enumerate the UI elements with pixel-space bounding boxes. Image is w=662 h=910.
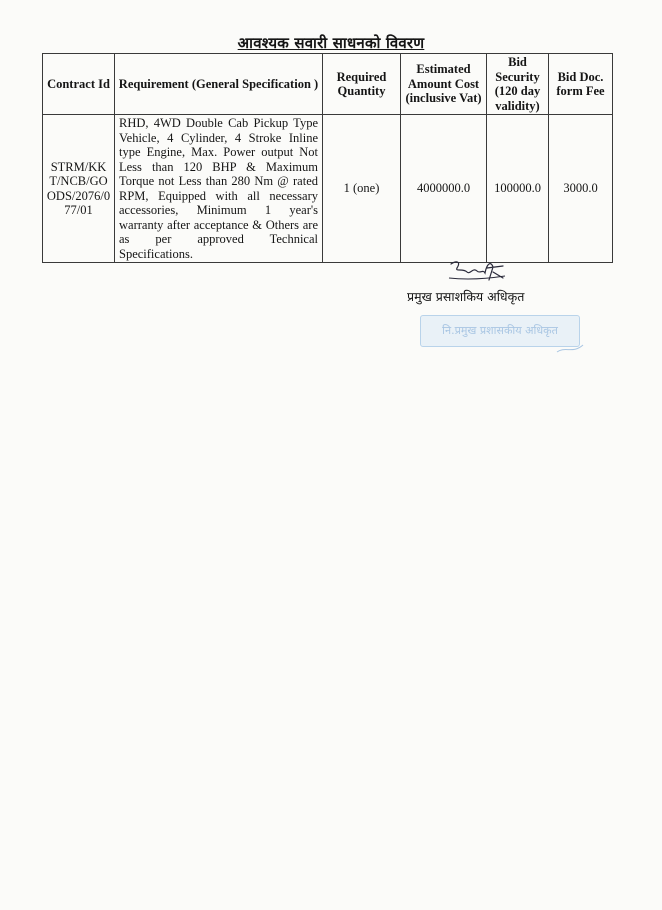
- cell-requirement: RHD, 4WD Double Cab Pickup Type Vehicle, 4 Cylinder, 4 Stroke Inline type Engine, Max. Power output Not Less than 120 BHP & Maximum Torque not Less than 280 Nm @ rated RPM, Equipped with all necessary accessories, Minimum 1 year's warranty after acceptance & Others are as per approved Technical Specifications.: [115, 115, 323, 263]
- header-quantity: Required Quantity: [323, 54, 401, 115]
- cell-quantity: 1 (one): [323, 115, 401, 263]
- header-bid-fee: Bid Doc. form Fee: [549, 54, 613, 115]
- office-stamp: नि.प्रमुख प्रशासकीय अधिकृत: [420, 315, 580, 347]
- header-requirement: Requirement (General Specification ): [115, 54, 323, 115]
- header-estimated-cost: Estimated Amount Cost (inclusive Vat): [401, 54, 487, 115]
- table-header-row: [43, 54, 613, 115]
- header-contract-id: Contract Id: [43, 54, 115, 115]
- cell-contract-id: STRM/KKT/NCB/GOODS/2076/077/01: [43, 115, 115, 263]
- vehicle-spec-table: [42, 53, 613, 263]
- signatory-title: प्रमुख प्रसाशकिय अधिकृत: [407, 289, 525, 304]
- stamp-flourish: [555, 342, 585, 354]
- handwritten-signature: [447, 258, 507, 286]
- cell-bid-fee: 3000.0: [549, 115, 613, 263]
- table-row: [43, 115, 613, 263]
- signature-block: [395, 258, 605, 358]
- page-title: आवश्यक सवारी साधनको विवरण: [237, 34, 425, 52]
- cell-estimated-cost: 4000000.0: [401, 115, 487, 263]
- cell-bid-security: 100000.0: [487, 115, 549, 263]
- header-bid-security: Bid Security (120 day validity): [487, 54, 549, 115]
